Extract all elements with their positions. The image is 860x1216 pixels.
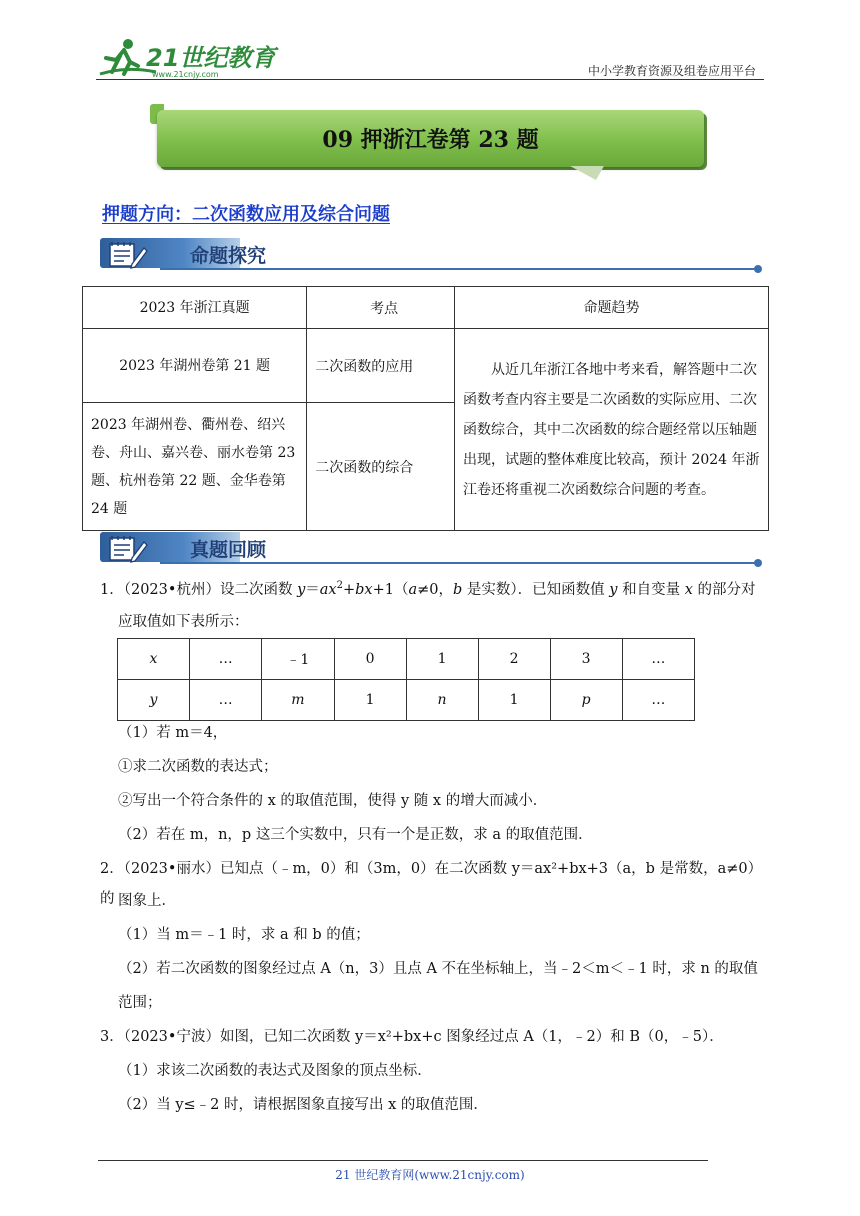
table-cell: … — [622, 639, 694, 680]
table-cell: x — [118, 639, 190, 680]
section-header-review — [100, 528, 762, 568]
table-cell: 1 — [478, 680, 550, 721]
platform-label: 中小学教育资源及组卷应用平台 — [587, 64, 756, 78]
q2-part-2: （2）若二次函数的图象经过点 A（n，3）且点 A 不在坐标轴上，当﹣2＜m＜﹣1 时，求 n 的取值 — [118, 961, 758, 977]
section-title: 命题探究 — [190, 245, 267, 267]
header-divider — [96, 79, 764, 80]
table-cell: 二次函数的应用 — [307, 329, 455, 403]
notepad-pencil-icon — [104, 240, 150, 270]
question-1-line-2: 应取值如下表所示： — [118, 614, 249, 630]
table-row — [83, 329, 769, 403]
q1-part-1b: ②写出一个符合条件的 x 的取值范围，使得 y 随 x 的增大而减小． — [118, 793, 548, 809]
q1-part-2: （2）若在 m，n，p 这三个实数中，只有一个是正数，求 a 的取值范围． — [118, 827, 593, 843]
table-cell: 二次函数的综合 — [307, 403, 455, 531]
table-cell: m — [262, 680, 334, 721]
table-cell: ﹣1 — [262, 639, 334, 680]
logo-text: 21世纪教育 — [146, 44, 276, 72]
table-cell: 2023 年湖州卷第 21 题 — [83, 329, 307, 403]
column-header: 命题趋势 — [455, 287, 769, 329]
q3-part-2: （2）当 y≤﹣2 时，请根据图象直接写出 x 的取值范围． — [118, 1097, 488, 1113]
q1-part-1a: ①求二次函数的表达式； — [118, 759, 278, 775]
table-cell: p — [550, 680, 622, 721]
q3-part-1: （1）求该二次函数的表达式及图象的顶点坐标． — [118, 1063, 432, 1079]
section-underline-dot — [754, 559, 762, 567]
table-cell: 1 — [406, 639, 478, 680]
column-header: 2023 年浙江真题 — [83, 287, 307, 329]
table-cell: 2 — [478, 639, 550, 680]
q2-part-2-cont: 范围； — [118, 995, 162, 1011]
question-number: 1． — [100, 582, 124, 598]
logo-url: www.21cnjy.com — [152, 70, 219, 79]
section-underline — [160, 562, 760, 564]
section-underline-dot — [754, 265, 762, 273]
notepad-pencil-icon — [104, 534, 150, 564]
table-row-x — [118, 639, 695, 680]
table-header-row — [83, 287, 769, 329]
table-cell: … — [622, 680, 694, 721]
question-2: 2．（2023•丽水）已知点（﹣m，0）和（3m，0）在二次函数 y＝ax²+bx+3（a，b 是常数，a≠0）的 — [100, 861, 763, 907]
q1-part-1: （1）若 m＝4， — [118, 725, 228, 741]
table-cell: 0 — [334, 639, 406, 680]
banner-tail-decoration — [570, 166, 604, 180]
table-row-y — [118, 680, 695, 721]
column-header: 考点 — [307, 287, 455, 329]
section-header-exploration — [100, 234, 762, 274]
trend-cell: 从近几年浙江各地中考来看，解答题中二次函数考查内容主要是二次函数的实际应用、二次函数综合，其中二次函数的综合题经常以压轴题出现，试题的整体难度比较高，预计 2024 年浙江卷还将重视二次函数综合问题的考查。 — [455, 329, 769, 531]
question-2-line-2: 图象上． — [118, 893, 176, 909]
table-cell: 3 — [550, 639, 622, 680]
footer-link[interactable]: 21 世纪教育网(www.21cnjy.com) — [335, 1168, 525, 1182]
section-underline — [160, 268, 760, 270]
topic-direction: 押题方向：二次函数应用及综合问题 — [102, 204, 390, 225]
section-title: 真题回顾 — [190, 539, 267, 561]
exam-analysis-table — [82, 286, 769, 531]
table-cell: 1 — [334, 680, 406, 721]
value-table — [117, 638, 695, 721]
table-cell: … — [189, 639, 261, 680]
table-cell: 2023 年湖州卷、衢州卷、绍兴卷、舟山、嘉兴卷、丽水卷第 23 题、杭州卷第 22 题、金华卷第 24 题 — [83, 403, 307, 531]
question-number: 2． — [100, 861, 124, 877]
q2-part-1: （1）当 m＝﹣1 时，求 a 和 b 的值； — [118, 927, 370, 943]
question-number: 3． — [100, 1029, 124, 1045]
page-title: 09 押浙江卷第 23 题 — [157, 110, 704, 167]
table-cell: … — [189, 680, 261, 721]
table-cell: n — [406, 680, 478, 721]
question-source: （2023•杭州） — [123, 582, 220, 598]
question-1: 1．（2023•杭州）设二次函数 $y=ax^2+bx+1(a\ne 0$，b 是实数）．已知函数值 y 和自变量 x 的部分对 — [100, 580, 756, 598]
site-logo — [96, 36, 296, 80]
question-3: 3．（2023•宁波）如图，已知二次函数 y＝x²+bx+c 图象经过点 A（1，﹣2）和 B（0，﹣5）． — [100, 1029, 724, 1045]
table-cell: y — [118, 680, 190, 721]
footer-divider — [98, 1160, 708, 1161]
